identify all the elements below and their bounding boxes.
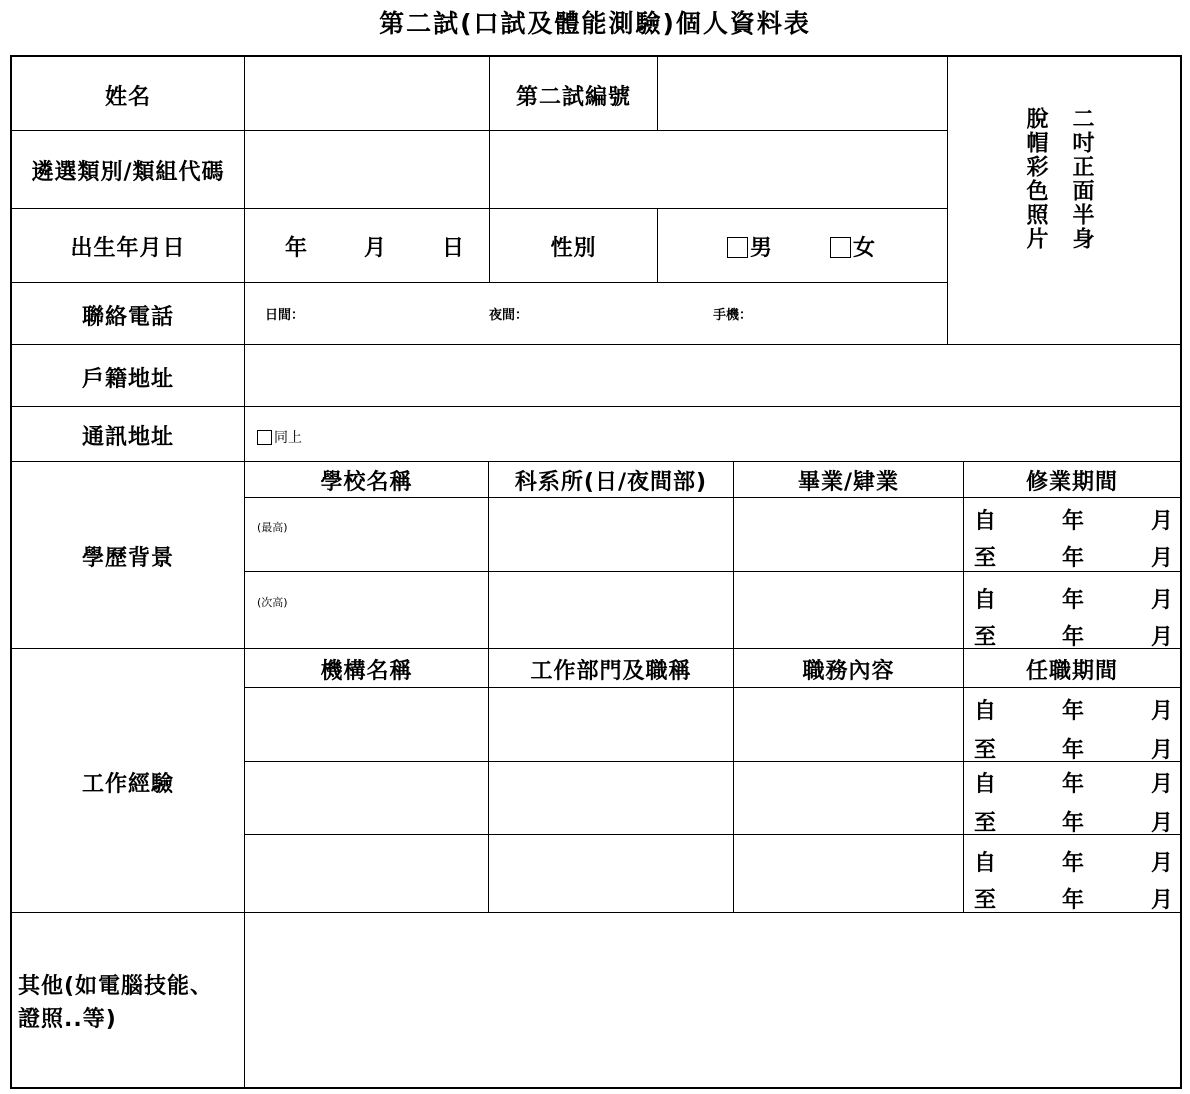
department-header: 科系所(日/夜間部) <box>514 470 708 495</box>
row-divider <box>12 648 1180 649</box>
other-skills-label-line-1: 其他(如電腦技能、 <box>18 974 214 999</box>
row-divider <box>12 208 948 209</box>
gender-female-option[interactable] <box>830 231 875 262</box>
same-as-above-option[interactable] <box>257 427 302 447</box>
other-skills-label <box>18 970 213 1036</box>
row-divider <box>245 571 1180 572</box>
divider <box>657 209 658 283</box>
work1-from-year: 年 <box>1062 699 1085 724</box>
other-skills-label-line-2: 證照..等) <box>18 1007 117 1032</box>
organization-header: 機構名稱 <box>320 659 413 684</box>
edu2-from-month: 月 <box>1151 588 1174 613</box>
same-as-above-checkbox[interactable] <box>257 430 272 445</box>
employment-period-header: 任職期間 <box>1025 659 1118 684</box>
household-address-field[interactable] <box>245 345 1180 406</box>
name-label: 姓名 <box>104 85 151 110</box>
female-checkbox[interactable] <box>830 237 851 258</box>
birth-day-unit: 日 <box>442 236 465 261</box>
edu1-to: 至 <box>974 546 997 571</box>
exam-number-label: 第二試編號 <box>515 85 631 110</box>
night-phone-label: 夜間： <box>489 308 529 323</box>
work1-from-month: 月 <box>1151 699 1174 724</box>
household-address-label: 戶籍地址 <box>81 367 174 392</box>
row-divider <box>12 282 948 283</box>
gender-male-option[interactable] <box>727 231 772 262</box>
work3-to: 至 <box>974 888 997 913</box>
highest-degree-note: (最高) <box>257 521 288 534</box>
name-field[interactable] <box>245 57 489 130</box>
mailing-address-label: 通訊地址 <box>81 425 174 450</box>
row-divider <box>245 497 1180 498</box>
male-option-label: 男 <box>750 236 773 261</box>
personal-data-form <box>10 55 1182 1089</box>
category-field[interactable] <box>245 131 947 208</box>
work1-to: 至 <box>974 738 997 763</box>
edu2-to-year: 年 <box>1062 625 1085 650</box>
work3-from-month: 月 <box>1151 851 1174 876</box>
photo-instruction-text <box>1012 107 1104 307</box>
graduation-status-header: 畢業/肄業 <box>797 470 900 495</box>
birth-date-label: 出生年月日 <box>70 236 186 261</box>
edu2-to: 至 <box>974 625 997 650</box>
edu2-from-year: 年 <box>1062 588 1085 613</box>
work3-to-year: 年 <box>1062 888 1085 913</box>
photo-box <box>948 57 1180 344</box>
row-divider <box>12 406 1180 407</box>
category-label: 遴選類別/類組代碼 <box>31 160 225 185</box>
work1-from: 自 <box>974 699 997 724</box>
second-degree-note: (次高) <box>257 596 288 609</box>
row-divider <box>245 834 1180 835</box>
male-checkbox[interactable] <box>727 237 748 258</box>
work2-from: 自 <box>974 772 997 797</box>
work2-to-year: 年 <box>1062 811 1085 836</box>
school-name-header: 學校名稱 <box>320 470 413 495</box>
gender-label: 性別 <box>550 236 597 261</box>
mobile-phone-label: 手機： <box>713 308 753 323</box>
work3-from-year: 年 <box>1062 851 1085 876</box>
row-divider <box>245 687 1180 688</box>
work3-to-month: 月 <box>1151 888 1174 913</box>
work1-to-year: 年 <box>1062 738 1085 763</box>
female-option-label: 女 <box>853 236 876 261</box>
daytime-phone-label: 日間： <box>265 308 305 323</box>
edu1-to-month: 月 <box>1151 546 1174 571</box>
birth-year-unit: 年 <box>285 236 308 261</box>
study-period-header: 修業期間 <box>1025 470 1118 495</box>
row-divider <box>12 461 1180 462</box>
position-header: 工作部門及職稱 <box>530 659 692 684</box>
row-divider <box>245 761 1180 762</box>
photo-instruction-line-2: 脫帽彩色照片 <box>1023 107 1048 251</box>
page-title: 第二試(口試及體能測驗)個人資料表 <box>379 9 811 38</box>
education-label: 學歷背景 <box>81 546 174 571</box>
work1-to-month: 月 <box>1151 738 1174 763</box>
birth-month-unit: 月 <box>364 236 387 261</box>
other-skills-field[interactable] <box>245 913 1180 1089</box>
work3-from: 自 <box>974 851 997 876</box>
edu1-from-month: 月 <box>1151 509 1174 534</box>
edu2-to-month: 月 <box>1151 625 1174 650</box>
edu1-from: 自 <box>974 509 997 534</box>
phone-label: 聯絡電話 <box>81 305 174 330</box>
same-as-above-label: 同上 <box>274 430 302 446</box>
work2-to: 至 <box>974 811 997 836</box>
edu1-from-year: 年 <box>1062 509 1085 534</box>
work2-to-month: 月 <box>1151 811 1174 836</box>
photo-instruction-line-1: 二吋正面半身 <box>1069 107 1094 251</box>
edu1-to-year: 年 <box>1062 546 1085 571</box>
work2-from-year: 年 <box>1062 772 1085 797</box>
edu2-from: 自 <box>974 588 997 613</box>
exam-number-field[interactable] <box>658 57 947 130</box>
work-experience-label: 工作經驗 <box>81 772 174 797</box>
duties-header: 職務內容 <box>802 659 895 684</box>
work2-from-month: 月 <box>1151 772 1174 797</box>
